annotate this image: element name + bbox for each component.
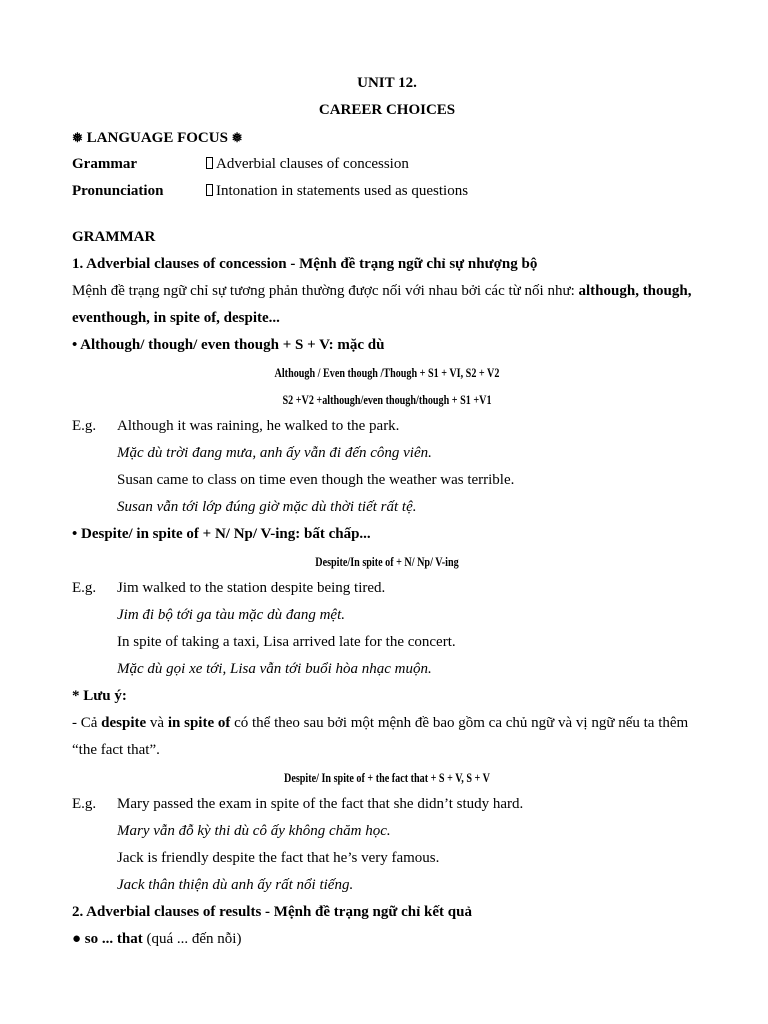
section-1-title: 1. Adverbial clauses of concession - Mệnh đề trạng ngữ chỉ sự nhượng bộ — [72, 256, 538, 272]
example-english: Mary passed the exam in spite of the fact that she didn’t study hard. — [117, 796, 524, 812]
bullet-despite: • Despite/ in spite of + N/ Np/ V-ing: bất chấp... — [72, 526, 371, 542]
example-vietnamese: Mặc dù gọi xe tới, Lisa vẫn tới buổi hòa nhạc muộn. — [117, 661, 432, 677]
unit-number: UNIT 12. — [357, 75, 417, 91]
eg-label: E.g. — [72, 418, 97, 434]
snowflake-icon: ❅ — [72, 130, 83, 145]
focus-row-pronunciation — [72, 178, 702, 205]
focus-value: Intonation in statements used as questions — [206, 178, 468, 205]
bullet-so-that: ● so ... that (quá ... đến nỗi) — [72, 931, 242, 947]
example-vietnamese: Mặc dù trời đang mưa, anh ấy vẫn đi đến công viên. — [117, 445, 432, 461]
missing-glyph-icon — [206, 157, 213, 169]
example-row — [72, 413, 702, 440]
example-vietnamese: Jack thân thiện dù anh ấy rất nổi tiếng. — [117, 877, 354, 893]
intro-paragraph: Mệnh đề trạng ngữ chỉ sự tương phản thường được nối với nhau bởi các từ nối như: although, though, eventhough, in spite of, despite... — [72, 283, 692, 326]
example-english: Jim walked to the station despite being tired. — [117, 580, 386, 596]
focus-row-grammar — [72, 151, 702, 178]
example-row — [72, 575, 702, 602]
example-vietnamese: Mary vẫn đỗ kỳ thi dù cô ấy không chăm học. — [117, 823, 391, 839]
bullet-although: • Although/ though/ even though + S + V: mặc dù — [72, 337, 385, 353]
focus-label: Pronunciation — [72, 183, 164, 199]
example-english: Although it was raining, he walked to the park. — [117, 418, 400, 434]
example-english: Susan came to class on time even though the weather was terrible. — [117, 472, 515, 488]
formula-the-fact-that: Despite/ In spite of + the fact that + S + V, S + V — [284, 770, 490, 785]
unit-title: CAREER CHOICES — [318, 102, 456, 118]
example-row — [72, 791, 702, 818]
section-2-title: 2. Adverbial clauses of results - Mệnh đề trạng ngữ chỉ kết quả — [72, 904, 472, 920]
eg-label: E.g. — [72, 580, 97, 596]
example-vietnamese: Jim đi bộ tới ga tàu mặc dù đang mệt. — [117, 607, 345, 623]
focus-value: Adverbial clauses of concession — [206, 151, 409, 178]
note-title: * Lưu ý: — [72, 688, 127, 704]
note-paragraph: - Cả despite và in spite of có thể theo sau bởi một mệnh đề bao gồm ca chủ ngữ và vị ngữ nếu ta thêm “the fact that”. — [72, 715, 689, 758]
focus-label: Grammar — [72, 156, 137, 172]
document-page — [72, 70, 702, 953]
formula-although-1: Although / Even though /Though + S1 + VI, S2 + V2 — [274, 365, 500, 380]
eg-label: E.g. — [72, 796, 97, 812]
grammar-heading: GRAMMAR — [72, 229, 156, 245]
snowflake-icon: ❅ — [231, 130, 243, 145]
missing-glyph-icon — [206, 184, 213, 196]
formula-although-2: S2 +V2 +although/even though/though + S1 +V1 — [282, 392, 492, 407]
example-vietnamese: Susan vẫn tới lớp đúng giờ mặc dù thời tiết rất tệ. — [117, 499, 417, 515]
formula-despite: Despite/In spite of + N/ Np/ V-ing — [315, 554, 459, 569]
example-english: Jack is friendly despite the fact that he’s very famous. — [117, 850, 440, 866]
example-english: In spite of taking a taxi, Lisa arrived late for the concert. — [117, 634, 456, 650]
language-focus-label: LANGUAGE FOCUS — [82, 130, 232, 146]
language-focus-heading — [72, 124, 702, 151]
